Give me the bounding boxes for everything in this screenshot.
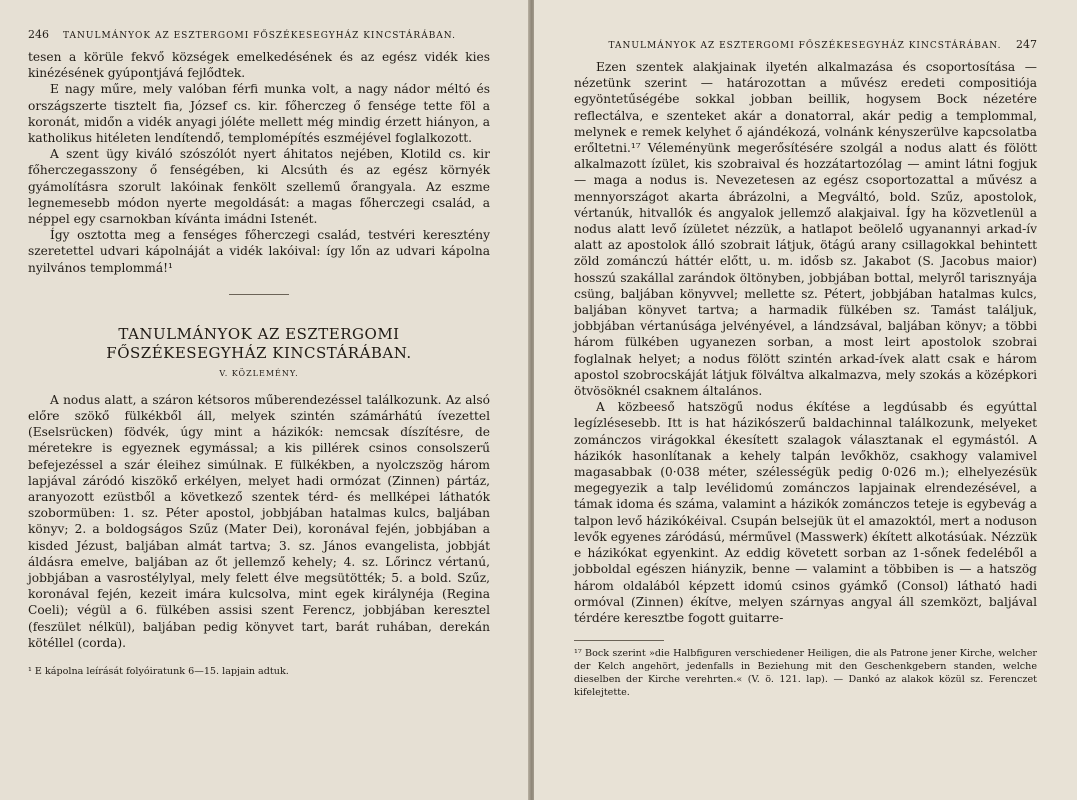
article-title: TANULMÁNYOK AZ ESZTERGOMI FŐSZÉKESEGYHÁZ KINCSTÁRÁBAN. [106,324,412,362]
left-page-number: 246 [28,28,49,41]
installment-label: V. KÖZLEMÉNY. [219,368,299,378]
article-paragraph: A nodus alatt, a száron kétsoros műberendezéssel találkozunk. Az alsó előre szökő fülkékből áll, melyek szintén számárhátú ívezettel (Eselsrücken) födvék, úgy mint a házikók: nemcsak díszítésre, de méretekre is egyeznek egymással; a kis pillérek csinos consolszerű befejezéssel a szár éleihez simúlnak. E fülkékben, a nyolczszög három lapjával záródó kiszökő erkélyen, melyet hadi ormózat (Zinnen) pártáz, aranyozott ezüstből a következő szentek térd- és mellképei láthatók szobormüben: 1. sz. Péter apostol, jobbjában hatalmas kulcs, baljában könyv; 2. a boldogságos Szűz (Mater Dei), koronával fején, jobbjában a kisded Jézust, baljában almát tartva; 3. sz. János evangelista, jobbját áldásra emelve, baljában az őt jellemző kehely; 4. sz. Lőrincz vértanú, jobbjában a vasrostélylyal, mely felett élve megsütötték; 5. a bold. Szűz, koronával fején, kezeit imára kulcsolva, mint egek királynéja (Regina Coeli); végül a 6. fülkében assisi szent Ferencz, jobbjában keresztel (feszület nélkül), baljában pedig könyvet tart, barát ruhában, derekán kötéllel (corda). [28,392,490,650]
section-divider [229,294,289,295]
right-page [534,0,1077,800]
right-paragraph-1: Ezen szentek alakjainak ilyetén alkalmazása és csoportosítása — nézetünk szerint — határozottan a művész eredeti compositiója egyöntetűségébe sokkal jobban beillik, hogysem Bock nézetére reflectálva, e szenteket akár a donatorral, akár pedig a templommal, melynek e remek kelyhet ő ajándékozá, volnánk kényszerülve kapcsolatba erőltetni.¹⁷ Véleményünk megerősítésére szolgál a nodus alatt és fölött alkalmazott ízület, kis szobraival és hozzátartozólag — amint látni fogjuk — maga a nodus is. Nevezetesen az egész csoportozattal a művész a mennyországot akarta ábrázolni, a Megváltó, bold. Szűz, apostolok, vértanúk, hitvallók és angyalok jellemző alakjaival. Így ha közvetlenül a nodus alatt levő ízületet nézzük, a hatlapot beölelő ugyanannyi arkad-ív alatt az apostolok álló szobrait látjuk, ötágú arany csillagokkal behintett zöld zománczú háttér előtt, u. m. idősb sz. Jakabot (S. Jacobus maior) hosszú szakállal zarándok öltönyben, jobbjában bottal, melyről tarisznyája csüng, baljában könyvvel; mellette sz. Pétert, jobbjában hatalmas kulcs, baljában könyvet tartva; a harmadik fülkében sz. Tamást találjuk, jobbjában vértanúsága jelvényével, a lándzsával, baljában könyv; a többi három fülkében ugyanezen sorban, a most leirt apostolok szobrai foglalnak helyet; a nodus fölött szintén arkad-ívek alatt csak e három apostol szobrocskáját látjuk fölváltva alkalmazva, mely szokás a középkori ötvösöknél csaknem általános. [574,60,1037,399]
left-running-head [28,28,490,41]
right-running-head [574,38,1037,51]
left-paragraph-1: tesen a körüle fekvő községek emelkedésének és az egész vidék kies kinézésének gyúpontjává fejlődtek. [28,50,490,81]
left-page [0,0,530,800]
right-running-head-text: TANULMÁNYOK AZ ESZTERGOMI FŐSZÉKESEGYHÁZ KINCSTÁRÁBAN. [608,41,1002,51]
footnote-rule [574,640,664,641]
left-paragraph-2: E nagy műre, mely valóban férfi munka volt, a nagy nádor méltó és országszerte tisztelt fia, József cs. kir. főherczeg ő fensége tette föl a koronát, midőn a vidék anyagi jóléte mellett még mindig érzett hiányon, a katholikus hitéleten lendítendő, templomépítés eszméjével foglalkozott. [28,82,490,146]
left-paragraph-3: A szent ügy kiváló szószólót nyert áhitatos nejében, Klotild cs. kir főherczegasszony ő fenségében, ki Alcsúth és az egész környék gyámolításra szorult lakóinak fenkölt szellemű őrangyala. Az eszme legnemesebb módon nyerte megoldását: a magas főherczegi család, a néppel egy csarnokban kívánta imádni Istenét. [28,147,490,227]
right-footnote: ¹⁷ Bock szerint »die Halbfiguren verschiedener Heiligen, die als Patrone jener Kirche, welcher der Kelch angehört, jedenfalls in Beziehung mit den Geschenkgebern standen, welche dieselben der Kirche verehrten.« (V. ö. 121. lap). — Dankó az alakok közül sz. Ferenczet kifelejtette. [574,648,1037,699]
left-footnote: ¹ E kápolna leírását folyóiratunk 6—15. lapjain adtuk. [28,666,289,678]
left-paragraph-4: Így osztotta meg a fenséges főherczegi család, testvéri keresztény szeretettel udvari kápolnáját a vidék lakóival: így lőn az udvari kápolna nyilvános templommá!¹ [28,228,490,275]
right-page-number: 247 [1016,38,1037,51]
right-paragraph-2: A közbeeső hatszögű nodus ékítése a legdúsabb és egyúttal legízlésesebb. Itt is hat házikószerű baldachinnal találkozunk, melyeket zománczos virágokkal ékesített szalagok választanak el egymástól. A házikók hasonlítanak a kehely talpán levőkhöz, csakhogy valamivel magasabbak (0·038 méter, szélességük pedig 0·026 m.); elhelyezésük megegyezik a talp levélidomú zománczos lapjainak elrendezésével, a támak idoma és száma, valamint a házikók zománczos teteje is egybevág a talpon levő házikókéival. Csupán belsejük üt el amazoktól, mert a noduson levők egyenes záródású, mérművel (Masswerk) ékített alkotásúak. Nézzük e házikókat egyenkint. Az eddig követett sorban az 1-sőnek fedeléből a jobboldal egészen hiányzik, benne — valamint a többiben is — a hatszög három oldalából képzett idomú csinos gyámkő (Consol) látható hadi ormóval (Zinnen) ékítve, melyen szárnyas angyal áll szemközt, baljával térdére keresztbe fogott guitarre- [574,400,1037,625]
left-running-head-text: TANULMÁNYOK AZ ESZTERGOMI FŐSZÉKESEGYHÁZ KINCSTÁRÁBAN. [63,31,456,41]
